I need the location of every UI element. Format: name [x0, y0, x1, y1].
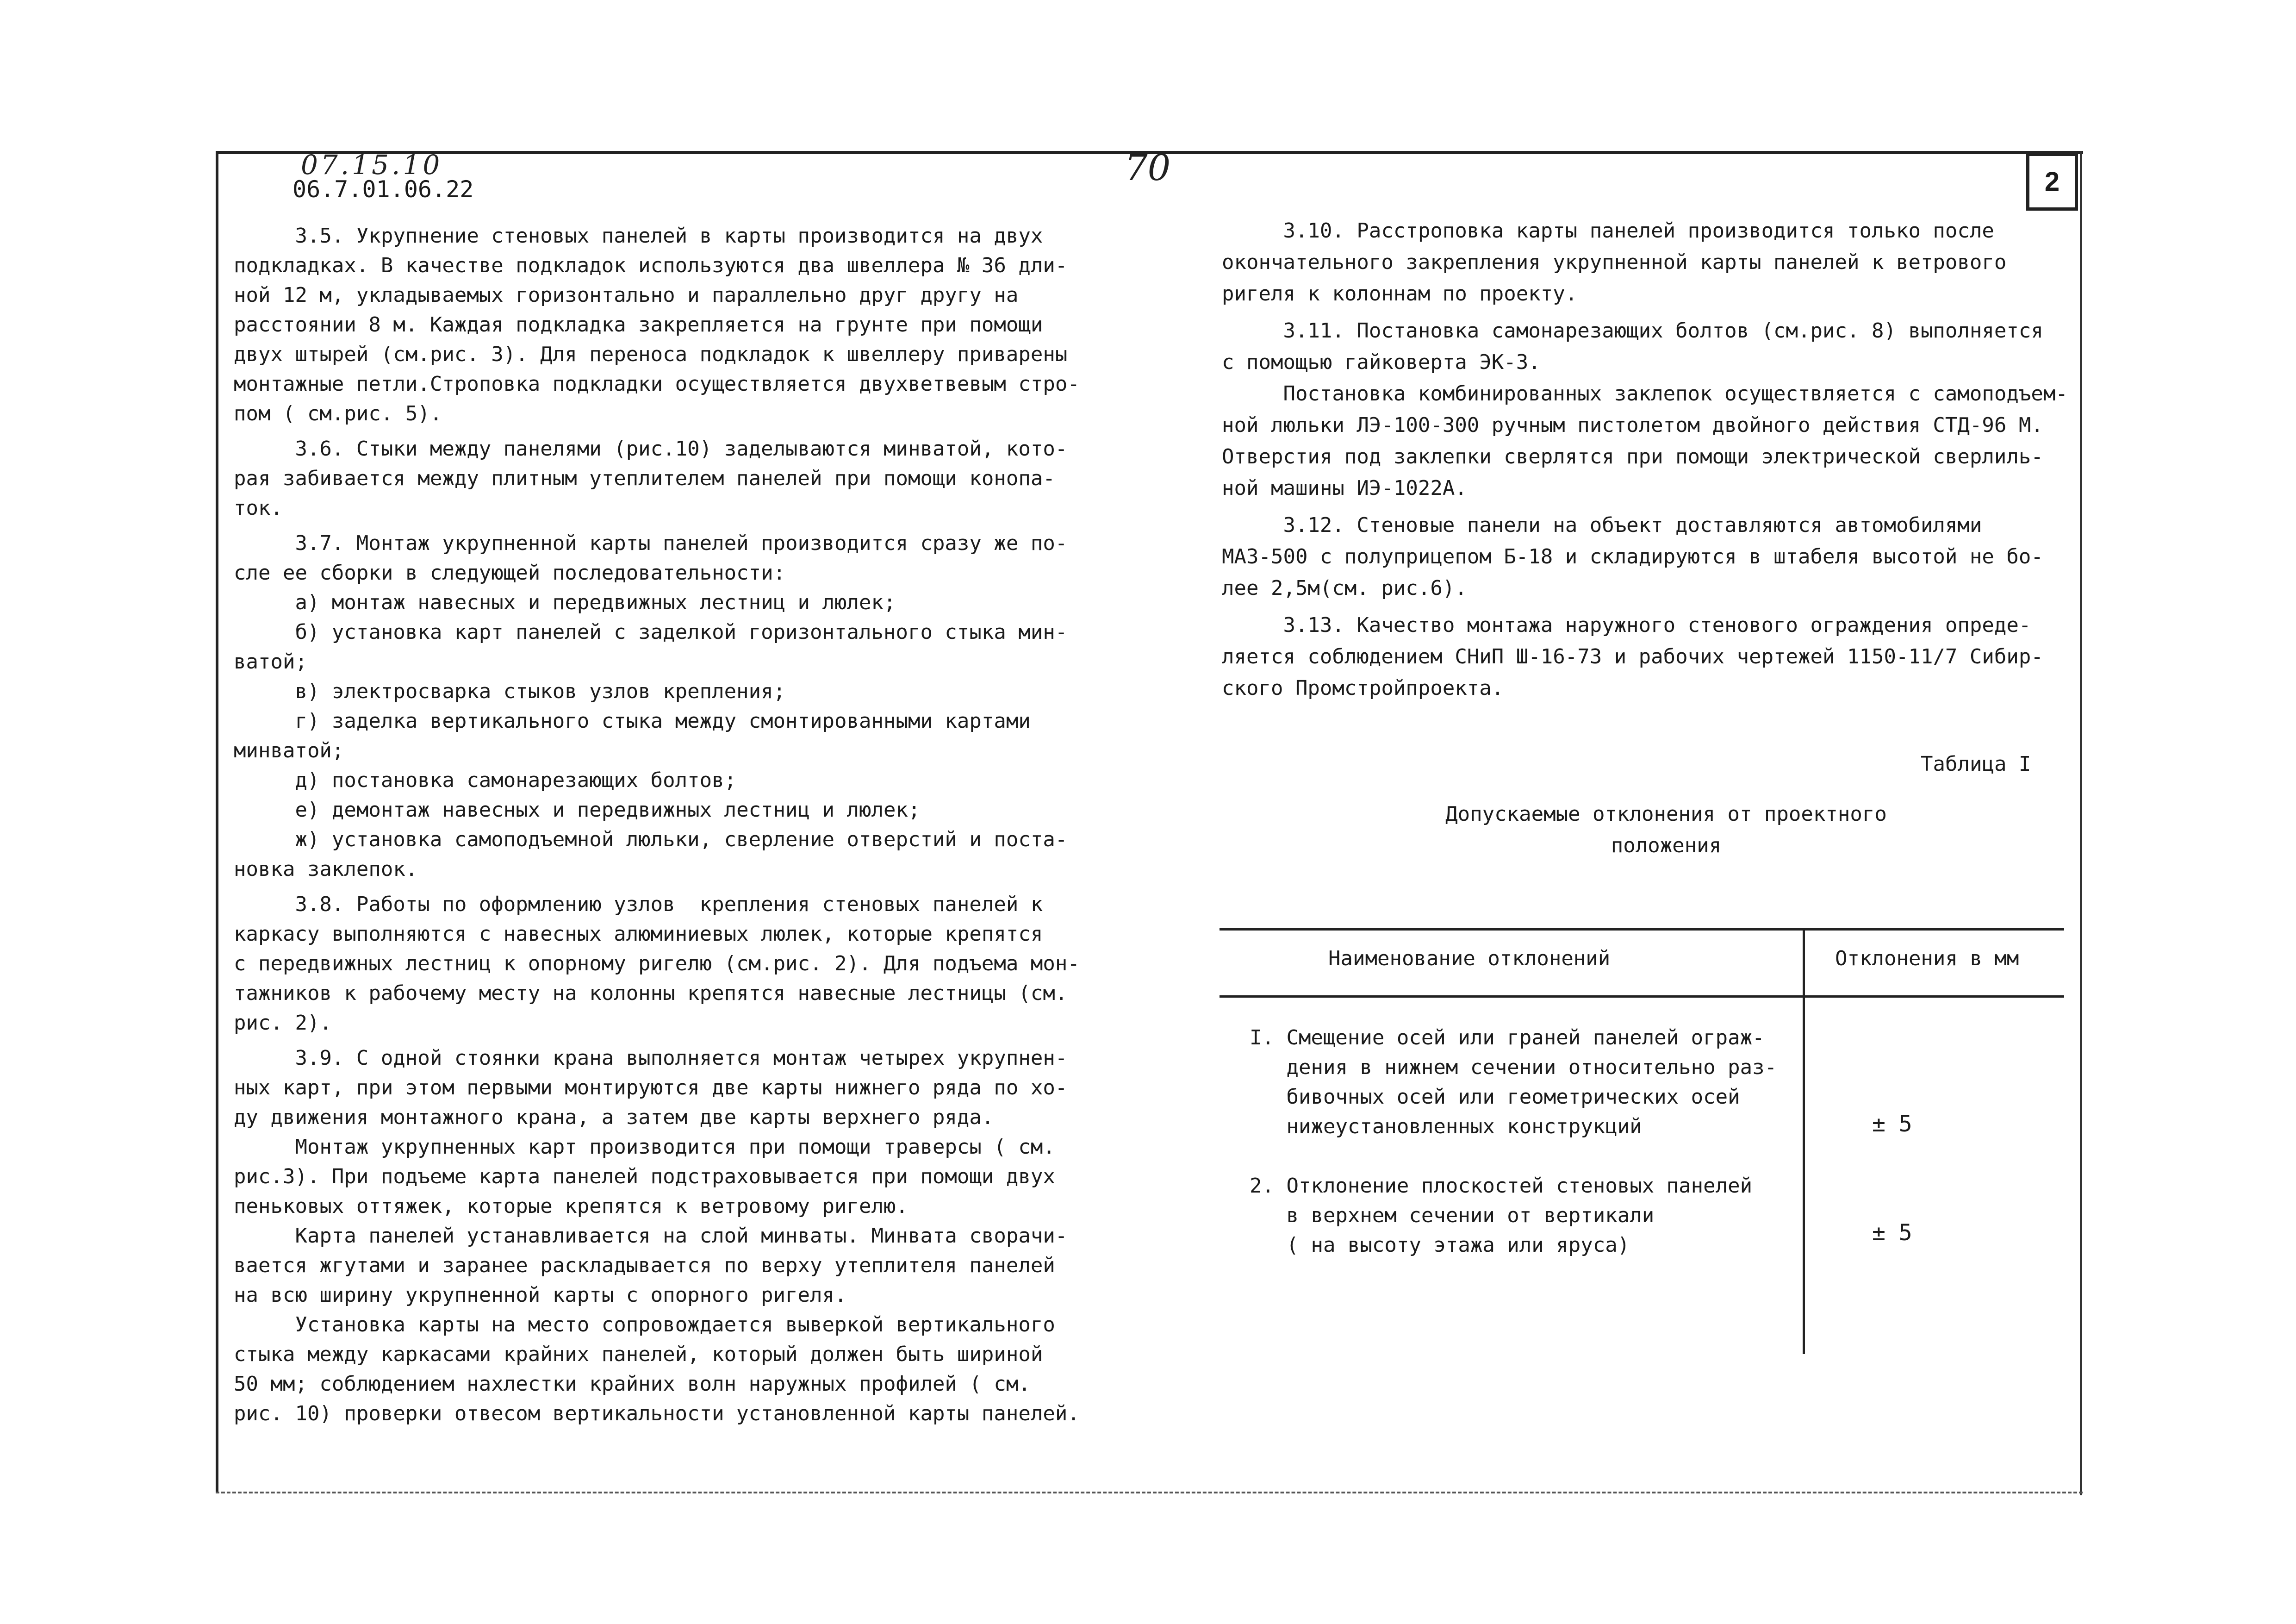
table-row-1-text: I. Смещение осей или граней панелей ограж- дения в нижнем сечении относительно раз- бивочных осей или геометрических осей нижеустановленных конструкций: [1250, 1026, 1777, 1138]
sheet-number-box: [2026, 153, 2078, 211]
sheet-number: 2: [2044, 167, 2060, 197]
handwritten-page-number: 70: [1125, 147, 1171, 189]
paragraph-3-5: 3.5. Укрупнение стеновых панелей в карты производится на двух подкладках. В качестве подкладок используются два швеллера № 36 дли- ной 12 м, укладываемых горизонтально и параллельно друг другу на расстоянии 8 м. Каждая подкладка закрепляется на грунте при помощи двух штырей (см.рис. 3). Для переноса подкладок к швеллеру приварены монтажные петли.Строповка подкладки осуществляется двухветвевым стро- пом ( см.рис. 5).: [234, 224, 1080, 425]
document-code: 06.7.01.06.22: [292, 176, 474, 203]
table-row-2-text: 2. Отклонение плоскостей стеновых панелей в верхнем сечении от вертикали ( на высоту этажа или яруса): [1250, 1174, 1753, 1257]
paragraph-3-7: 3.7. Монтаж укрупненной карты панелей производится сразу же по- сле ее сборки в следующей последовательности: а) монтаж навесных и передвижных лестниц и люлек; б) установка карт панелей с заделкой горизонтального стыка мин- ватой; в) электросварка стыков узлов крепления; г) заделка вертикального стыка между смонтированными картами минватой; д) постановка самонарезающих болтов; е) демонтаж навесных и передвижных лестниц и люлек; ж) установка самоподъемной люльки, сверление отверстий и поста- новка заклепок.: [234, 531, 1068, 881]
paragraph-3-9: 3.9. С одной стоянки крана выполняется монтаж четырех укрупнен- ных карт, при этом первыми монтируются две карты нижнего ряда по хо- ду движения монтажного крана, а затем две карты верхнего ряда. Монтаж укрупненных карт производится при помощи траверсы ( см. рис.3). При подъеме карта панелей подстраховывается при помощи двух пеньковых оттяжек, которые крепятся к ветровому ригелю. Карта панелей устанавливается на слой минваты. Минвата сворачи- вается жгутами и заранее раскладывается по верху утеплителя панелей на всю ширину укрупненной карты с опорного ригеля. Установка карты на место сопровождается выверкой вертикального стыка между каркасами крайних панелей, который должен быть шириной 50 мм; соблюдением нахлестки крайних волн наружных профилей ( см. рис. 10) проверки отвесом вертикальности установленной карты панелей.: [234, 1046, 1080, 1425]
table-top-rule: [1220, 928, 2064, 931]
table-row-2-value: ± 5: [1872, 1220, 1912, 1246]
table-label: Таблица I: [1921, 752, 2031, 776]
table-row-1-value: ± 5: [1872, 1111, 1912, 1137]
paragraph-3-12: 3.12. Стеновые панели на объект доставляются автомобилями МАЗ-500 с полуприцепом Б-18 и складируются в штабеля высотой не бо- лее 2,5м(см. рис.6).: [1222, 513, 2043, 600]
handwritten-code: 07.15.10: [301, 149, 443, 181]
frame-left-border: [216, 151, 218, 1493]
table-header-rule: [1220, 995, 2064, 998]
table-header-name: Наименование отклонений: [1328, 947, 1611, 970]
paragraph-3-13: 3.13. Качество монтажа наружного стенового ограждения опреде- ляется соблюдением СНиП Ш-16-73 и рабочих чертежей 1150-11/7 Сибир- ского Промстройпроекта.: [1222, 613, 2043, 700]
table-header-value: Отклонения в мм: [1835, 947, 2019, 970]
paragraph-3-10: 3.10. Расстроповка карты панелей производится только после окончательного закрепления укрупненной карты панелей к ветрового ригеля к колоннам по проекту.: [1222, 219, 2007, 306]
table-title: Допускаемые отклонения от проектного положения: [1445, 802, 1887, 857]
paragraph-3-6: 3.6. Стыки между панелями (рис.10) заделываются минватой, кото- рая забивается между плитным утеплителем панелей при помощи конопа- ток.: [234, 437, 1068, 520]
paragraph-3-8: 3.8. Работы по оформлению узлов крепления стеновых панелей к каркасу выполняются с навесных алюминиевых люлек, которые крепятся с передвижных лестниц к опорному ригелю (см.рис. 2). Для подъема мон- тажников к рабочему месту на колонны крепятся навесные лестницы (см. рис. 2).: [234, 893, 1080, 1035]
paragraph-3-11: 3.11. Постановка самонарезающих болтов (см.рис. 8) выполняется с помощью гайковерта ЭК-3. Постановка комбинированных заклепок осуществляется с самоподъем- ной люльки ЛЭ-100-300 ручным пистолетом двойного действия СТД-96 М. Отверстия под заклепки сверлятся при помощи электрической сверлиль- ной машины ИЭ-1022А.: [1222, 319, 2068, 500]
right-column: [1222, 215, 2073, 710]
left-column: [234, 221, 1104, 1434]
frame-right-border: [2080, 151, 2082, 1495]
table-column-divider: [1803, 928, 1805, 1354]
frame-bottom-border: [216, 1492, 2083, 1493]
